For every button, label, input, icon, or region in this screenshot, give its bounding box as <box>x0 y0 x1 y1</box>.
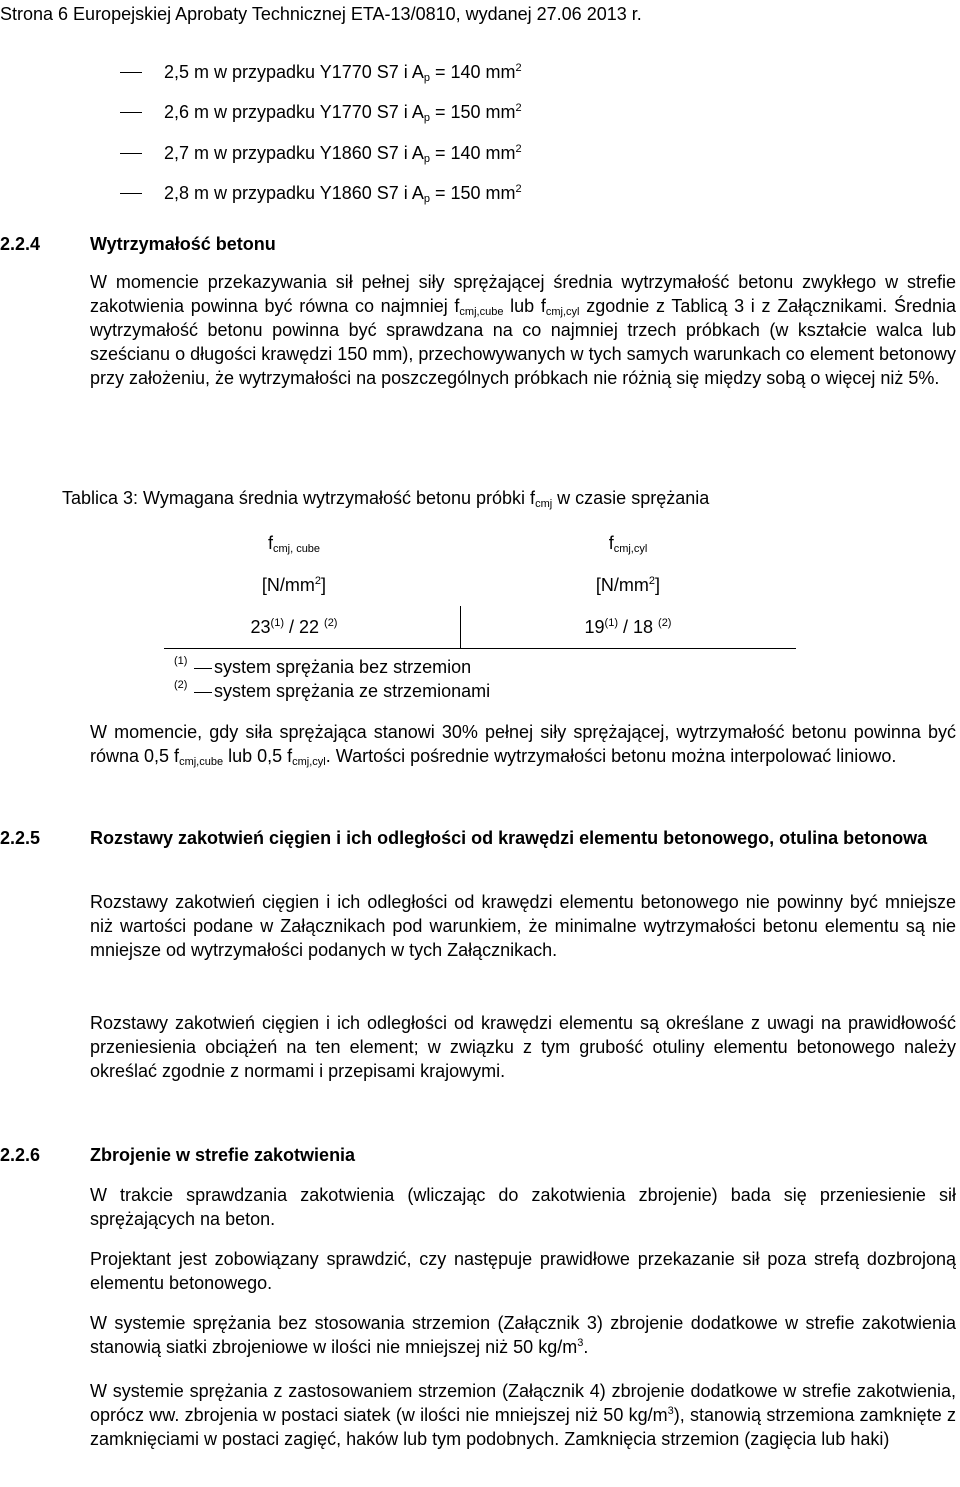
table-caption: Tablica 3: Wymagana średnia wytrzymałość betonu próbki $f_{cmj}$ w czasie sprężania <box>62 488 710 510</box>
list-item-text: 2,7 m w przypadku Y1860 S7 i $A_p = 140$ $mm^2$ <box>164 143 522 165</box>
paragraph-anchor-cover: Rozstawy zakotwień cięgien i ich odległości od krawędzi elementu są określane z uwagi na prawidłowość przeniesienia obciążeń na ten element; w związku z tym grubość otuliny elementu betonowego należy określać zgodnie z normami i przepisami krajowymi. <box>90 1013 956 1081</box>
paragraph-no-stirrups: W systemie sprężania bez stosowania strzemion (Załącznik 3) zbrojenie dodatkowe w strefie zakotwienia stanowią siatki zbrojeniowe w ilości nie mniejszej niż 50 $kg/m^3$. <box>90 1313 956 1357</box>
page-header: Strona 6 Europejskiej Aprobaty Technicznej ETA-13/0810, wydanej 27.06 2013 r. <box>0 4 642 24</box>
table-divider <box>460 606 461 648</box>
dash-bullet <box>120 153 142 154</box>
note-dash <box>194 692 212 693</box>
paragraph-with-stirrups: W systemie sprężania z zastosowaniem strzemion (Załącznik 4) zbrojenie dodatkowe w strefie zakotwienia, oprócz ww. zbrojenia w postaci siatek (w ilości nie mniejszej niż 50 $kg/m^3$), stanowią strzemiona zamknięte z zamknięciami w postaci zagięć, haków lub tym podobnych. Zamknięcia strzemion (zagięcia lub haki) <box>90 1381 956 1449</box>
table-unit-cube: $[N/mm^2]$ <box>261 575 327 595</box>
paragraph-anchorage-check: W trakcie sprawdzania zakotwienia (wliczając do zakotwienia zbrojenie) bada się przeniesienie sił sprężających na beton. <box>90 1185 956 1229</box>
table-header-cube: $f_{cmj, cube}$ <box>267 533 321 555</box>
paragraph-designer: Projektant jest zobowiązany sprawdzić, czy następuje prawidłowe przekazanie sił poza strefą dozbrojoną elementu betonowego. <box>90 1249 956 1293</box>
table-unit-row <box>164 564 796 606</box>
section-title: Rozstawy zakotwień cięgien i ich odległości od krawędzi elementu betonowego, otulina betonowa <box>90 828 928 848</box>
list-item-text: 2,5 m w przypadku Y1770 S7 i $A_p = 140$ $mm^2$ <box>164 62 522 84</box>
section-number: 2.2.5 <box>0 828 41 848</box>
list-item <box>120 60 720 84</box>
table-unit-cyl: $[N/mm^2]$ <box>595 575 661 595</box>
list-item-text: 2,8 m w przypadku Y1860 S7 i $A_p = 150$ $mm^2$ <box>164 183 522 205</box>
dash-bullet <box>120 72 142 73</box>
strength-table <box>164 522 796 649</box>
table-value-row <box>164 606 796 649</box>
note-text: system sprężania bez strzemion <box>214 657 472 677</box>
list-item <box>120 181 720 205</box>
dash-bullet <box>120 193 142 194</box>
table-header-row <box>164 522 796 564</box>
paragraph-concrete-strength: W momencie przekazywania sił pełnej siły sprężającej średnia wytrzymałość betonu zwykłego w strefie zakotwienia powinna być równa co najmniej $f_{cmj,cube}$ lub $f_{cmj,cyl}$ zgodnie z Tablicą 3 i z Załącznikami. Średnia wytrzymałość betonu powinna być sprawdzana na co najmniej trzech próbkach (w kształcie walca lub sześcianu o długości krawędzi 150 mm), przechowywanych w tych samych warunkach co element betonowy przy założeniu, że wytrzymałości na poszczególnych próbkach nie różnią się między sobą o więcej niż 5%. <box>90 272 956 388</box>
list-item-text: 2,6 m w przypadku Y1770 S7 i $A_p = 150$ $mm^2$ <box>164 102 522 124</box>
section-number: 2.2.4 <box>0 234 41 254</box>
table-header-cyl: $f_{cmj,cyl}$ <box>608 533 648 555</box>
section-number: 2.2.6 <box>0 1145 41 1165</box>
list-item <box>120 141 720 165</box>
section-title: Wytrzymałość betonu <box>90 234 276 254</box>
table-value-cyl: 19$^{(1)}$ / 18 $^{(2)}$ <box>584 617 672 637</box>
note-text: system sprężania ze strzemionami <box>214 681 491 701</box>
paragraph-anchor-spacing: Rozstawy zakotwień cięgien i ich odległości od krawędzi elementu betonowego nie powinny być mniejsze niż wartości podane w Załącznikach pod warunkiem, że minimalne wytrzymałości betonu elementu są nie mniejsze od wytrzymałości podanych w tych Załącznikach. <box>90 892 956 960</box>
note-dash <box>194 668 212 669</box>
paragraph-30-percent: W momencie, gdy siła sprężająca stanowi 30% pełnej siły sprężającej, wytrzymałość betonu powinna być równa 0,5 $f_{cmj,cube}$ lub 0,5 $f_{cmj,cyl}$. Wartości pośrednie wytrzymałości betonu można interpolować liniowo. <box>90 722 956 768</box>
list-item <box>120 100 720 124</box>
dash-bullet <box>120 112 142 113</box>
table-value-cube: 23$^{(1)}$ / 22 $^{(2)}$ <box>250 617 338 637</box>
section-title: Zbrojenie w strefie zakotwienia <box>90 1145 356 1165</box>
note-marker: (1) <box>174 655 188 667</box>
note-marker: (2) <box>174 679 188 691</box>
